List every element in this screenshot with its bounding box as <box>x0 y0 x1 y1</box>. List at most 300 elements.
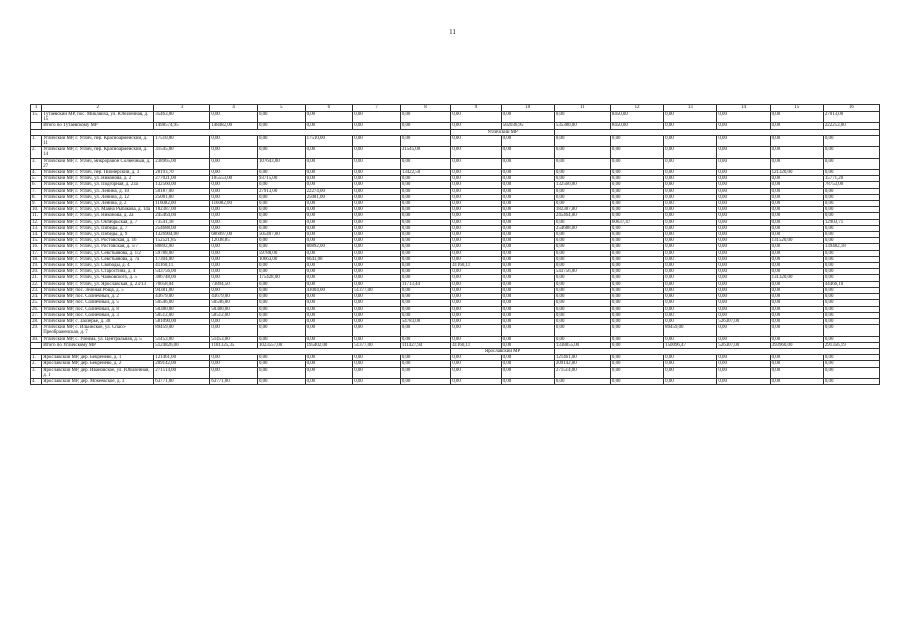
amount-cell: 0,00 <box>501 250 554 256</box>
amount-cell: 0,00 <box>554 318 610 324</box>
row-number-cell: 3. <box>31 367 42 378</box>
amount-cell: 0,00 <box>501 112 554 123</box>
amount-cell: 0,00 <box>400 367 450 378</box>
address-cell: Угличский МР, г. Углич, ул. Севстьянова, д. 7а <box>42 256 154 262</box>
amount-cell: 0,00 <box>717 213 770 219</box>
amount-cell: 8450,00 <box>610 123 663 129</box>
amount-cell: 502036,95 <box>501 123 554 129</box>
amount-cell: 0,00 <box>664 318 717 324</box>
amount-cell: 0,00 <box>451 170 501 176</box>
column-number-cell: 3 <box>154 105 210 112</box>
amount-cell: 0,00 <box>717 135 770 146</box>
amount-cell: 0,00 <box>451 355 501 361</box>
column-number-cell: 1 <box>31 105 42 112</box>
amount-cell: 0,00 <box>770 336 823 342</box>
row-number-cell: 6. <box>31 182 42 188</box>
amount-cell: 0,00 <box>210 225 258 231</box>
amount-cell: 0,00 <box>823 269 879 275</box>
amount-cell: 0,00 <box>353 112 401 123</box>
amount-cell: 0,00 <box>451 244 501 250</box>
address-cell: Угличский МР, г. Углич, ул. Маяна Рыбакова, д. 14а <box>42 207 154 213</box>
amount-cell: 526307,00 <box>717 342 770 348</box>
amount-cell: 245464,00 <box>154 213 210 219</box>
amount-cell: 17510,00 <box>305 135 353 146</box>
amount-cell: 0,00 <box>257 367 305 378</box>
amount-cell: 17304,00 <box>154 256 210 262</box>
amount-cell: 0,00 <box>664 336 717 342</box>
amount-cell: 0,00 <box>664 112 717 123</box>
amount-cell: 0,00 <box>554 300 610 306</box>
amount-cell: 0,00 <box>823 207 879 213</box>
amount-cell: 0,00 <box>770 367 823 378</box>
amount-cell: 535380,00 <box>554 123 610 129</box>
amount-cell: 0,00 <box>501 194 554 200</box>
amount-cell: 0,00 <box>664 225 717 231</box>
amount-cell: 0,00 <box>610 194 663 200</box>
amount-cell: 0,00 <box>770 312 823 318</box>
amount-cell: 0,00 <box>664 306 717 312</box>
amount-cell: 0,00 <box>717 207 770 213</box>
row-number-cell: 14. <box>31 232 42 238</box>
amount-cell: 0,00 <box>717 123 770 129</box>
amount-cell: 0,00 <box>610 312 663 318</box>
amount-cell: 8450,00 <box>610 112 663 123</box>
address-cell: Итого по Тутаевскому МР <box>42 123 154 129</box>
amount-cell: 0,00 <box>823 275 879 281</box>
amount-cell: 245464,00 <box>554 213 610 219</box>
amount-cell: 0,00 <box>664 201 717 207</box>
row-number-cell: 15. <box>31 238 42 244</box>
amount-cell: 182387,00 <box>554 207 610 213</box>
page-number: 11 <box>449 28 456 36</box>
amount-cell: 0,00 <box>664 361 717 367</box>
amount-cell: 0,00 <box>451 213 501 219</box>
address-cell: Угличский МР, г. Углич, ул. Никонова, д. 2 <box>42 176 154 182</box>
amount-cell: 0,00 <box>210 287 258 293</box>
amount-cell: 80892,00 <box>305 244 353 250</box>
amount-cell: 0,00 <box>664 287 717 293</box>
amount-cell: 43679,00 <box>154 294 210 300</box>
amount-cell: 0,00 <box>353 232 401 238</box>
amount-cell: 43004,00 <box>305 287 353 293</box>
amount-cell: 0,00 <box>554 263 610 269</box>
amount-cell: 0,00 <box>770 194 823 200</box>
amount-cell: 0,00 <box>353 176 401 182</box>
amount-cell: 0,00 <box>257 238 305 244</box>
amount-cell: 0,00 <box>770 256 823 262</box>
amount-cell: 0,00 <box>353 306 401 312</box>
amount-cell: 0,00 <box>305 355 353 361</box>
amount-cell: 0,00 <box>210 194 258 200</box>
amount-cell: 0,00 <box>501 225 554 231</box>
amount-cell: 0,00 <box>823 325 879 336</box>
row-number-cell: 16. <box>31 244 42 250</box>
amount-cell: 0,00 <box>610 201 663 207</box>
amount-cell: 0,00 <box>664 232 717 238</box>
amount-cell: 0,00 <box>554 325 610 336</box>
table-row <box>31 135 880 146</box>
row-number-cell: 1. <box>31 355 42 361</box>
amount-cell: 0,00 <box>610 287 663 293</box>
amount-cell: 0,00 <box>823 287 879 293</box>
amount-cell: 0,00 <box>717 194 770 200</box>
amount-cell: 0,00 <box>770 361 823 367</box>
amount-cell: 0,00 <box>353 123 401 129</box>
row-number-cell: 1. <box>31 135 42 146</box>
address-cell: Угличский МР, пос. Солнечный, д. 3 <box>42 312 154 318</box>
amount-cell: 0,00 <box>823 312 879 318</box>
amount-cell: 0,00 <box>353 378 401 384</box>
amount-cell: 150096,47 <box>664 342 717 348</box>
amount-cell: 0,00 <box>554 256 610 262</box>
row-number-cell: 23. <box>31 287 42 293</box>
amount-cell: 0,00 <box>501 355 554 361</box>
amount-cell: 0,00 <box>770 244 823 250</box>
amount-cell: 0,00 <box>770 300 823 306</box>
row-number-cell: 27. <box>31 312 42 318</box>
amount-cell: 0,00 <box>400 269 450 275</box>
amount-cell: 0,00 <box>770 207 823 213</box>
amount-cell: 0,00 <box>400 194 450 200</box>
amount-cell: 238965,00 <box>154 158 210 169</box>
amount-cell: 0,00 <box>353 194 401 200</box>
amount-cell: 0,00 <box>501 287 554 293</box>
amount-cell: 1338855,00 <box>554 342 610 348</box>
amount-cell: 51453,00 <box>210 336 258 342</box>
amount-cell: 0,00 <box>823 201 879 207</box>
amount-cell: 0,00 <box>554 201 610 207</box>
amount-cell: 0,00 <box>257 170 305 176</box>
row-number-cell: 5. <box>31 176 42 182</box>
amount-cell: 131520,00 <box>770 238 823 244</box>
amount-cell: 0,00 <box>451 336 501 342</box>
amount-cell: 0,00 <box>353 250 401 256</box>
amount-cell: 116082,00 <box>154 201 210 207</box>
column-number-cell: 14 <box>717 105 770 112</box>
amount-cell: 0,00 <box>400 361 450 367</box>
amount-cell: 0,00 <box>400 158 450 169</box>
amount-cell: 0,00 <box>770 219 823 225</box>
amount-cell: 0,00 <box>717 336 770 342</box>
amount-cell: 0,00 <box>770 281 823 287</box>
amount-cell: 0,00 <box>400 294 450 300</box>
amount-cell: 0,00 <box>554 158 610 169</box>
amount-cell: 0,00 <box>501 367 554 378</box>
amount-cell: 0,00 <box>770 201 823 207</box>
amount-cell: 0,00 <box>554 219 610 225</box>
amount-cell: 0,00 <box>501 219 554 225</box>
amount-cell: 0,00 <box>554 147 610 158</box>
row-number-cell: 7. <box>31 188 42 194</box>
amount-cell: 0,00 <box>610 269 663 275</box>
amount-cell: 0,00 <box>610 176 663 182</box>
table-row <box>31 378 880 384</box>
row-number-cell: 26. <box>31 306 42 312</box>
amount-cell: 0,00 <box>823 300 879 306</box>
amount-cell: 0,00 <box>400 188 450 194</box>
amount-cell: 50512,00 <box>154 312 210 318</box>
amount-cell: 80892,00 <box>154 244 210 250</box>
amount-cell: 0,00 <box>554 294 610 300</box>
amount-cell: 0,00 <box>717 188 770 194</box>
amount-cell: 0,00 <box>610 275 663 281</box>
amount-cell: 0,00 <box>770 225 823 231</box>
amount-cell: 0,00 <box>353 225 401 231</box>
amount-cell: 0,00 <box>554 135 610 146</box>
amount-cell: 93715,00 <box>257 176 305 182</box>
amount-cell: 59788,00 <box>257 250 305 256</box>
amount-cell: 0,00 <box>717 281 770 287</box>
amount-cell: 0,00 <box>610 378 663 384</box>
amount-cell: 195402,00 <box>305 342 353 348</box>
amount-cell: 0,00 <box>257 219 305 225</box>
amount-cell: 0,00 <box>400 325 450 336</box>
amount-cell: 0,00 <box>257 213 305 219</box>
amount-cell: 94381,00 <box>154 287 210 293</box>
amount-cell: 0,00 <box>353 275 401 281</box>
amount-cell: 0,00 <box>501 170 554 176</box>
amount-cell: 0,00 <box>717 201 770 207</box>
amount-cell: 0,00 <box>501 312 554 318</box>
amount-cell: 0,00 <box>664 219 717 225</box>
amount-cell: 0,00 <box>664 275 717 281</box>
amount-cell: 0,00 <box>823 135 879 146</box>
amount-cell: 0,00 <box>501 294 554 300</box>
amount-cell: 0,00 <box>823 355 879 361</box>
amount-cell: 0,00 <box>305 112 353 123</box>
amount-cell: 0,00 <box>770 213 823 219</box>
amount-cell: 15771,20 <box>823 176 879 182</box>
amount-cell: 0,00 <box>305 378 353 384</box>
amount-cell: 0,00 <box>257 135 305 146</box>
amount-cell: 0,00 <box>305 207 353 213</box>
row-number-cell: 9. <box>31 201 42 207</box>
amount-cell: 0,00 <box>305 367 353 378</box>
amount-cell: 0,00 <box>823 188 879 194</box>
amount-cell: 121461,00 <box>154 355 210 361</box>
amount-cell: 0,00 <box>823 225 879 231</box>
amount-cell: 0,00 <box>610 325 663 336</box>
amount-cell: 0,00 <box>554 194 610 200</box>
amount-cell: 0,00 <box>353 238 401 244</box>
amount-cell: 0,00 <box>353 318 401 324</box>
amount-cell: 1326904,00 <box>154 232 210 238</box>
amount-cell: 0,00 <box>353 188 401 194</box>
amount-cell: 0,00 <box>664 300 717 306</box>
amount-cell: 0,00 <box>610 306 663 312</box>
amount-cell: 0,00 <box>664 263 717 269</box>
amount-cell: 0,00 <box>501 244 554 250</box>
amount-cell: 0,00 <box>353 269 401 275</box>
address-cell: Угличский МР, г. Углич, ул. Севстьянова, д. 1/2 <box>42 250 154 256</box>
amount-cell: 0,00 <box>210 213 258 219</box>
amount-cell: 0,00 <box>664 213 717 219</box>
amount-cell: 0,00 <box>353 201 401 207</box>
row-number-cell: 10. <box>31 207 42 213</box>
amount-cell: 0,00 <box>501 325 554 336</box>
amount-cell: 0,00 <box>823 306 879 312</box>
address-cell: Угличский МР, пос. Солнечный, д. 8 <box>42 306 154 312</box>
amount-cell: 0,00 <box>400 201 450 207</box>
column-number-cell: 8 <box>400 105 450 112</box>
amount-cell: 0,00 <box>257 263 305 269</box>
amount-cell: 0,00 <box>257 244 305 250</box>
amount-cell: 0,00 <box>717 170 770 176</box>
amount-cell: 0,00 <box>610 300 663 306</box>
amount-cell: 0,00 <box>717 256 770 262</box>
amount-cell: 0,00 <box>610 263 663 269</box>
amount-cell: 0,00 <box>664 367 717 378</box>
amount-cell: 0,00 <box>554 250 610 256</box>
amount-cell: 0,00 <box>451 219 501 225</box>
column-number-cell: 4 <box>210 105 258 112</box>
amount-cell: 132560,00 <box>554 182 610 188</box>
amount-cell: 89459,00 <box>664 325 717 336</box>
amount-cell: 0,00 <box>305 201 353 207</box>
amount-cell: 0,00 <box>210 355 258 361</box>
amount-cell: 0,00 <box>717 244 770 250</box>
amount-cell: 0,00 <box>717 306 770 312</box>
amount-cell: 291356,19 <box>823 342 879 348</box>
amount-cell: 0,00 <box>554 378 610 384</box>
amount-cell: 0,00 <box>717 275 770 281</box>
amount-cell: 51377,00 <box>353 287 401 293</box>
amount-cell: 0,00 <box>717 225 770 231</box>
amount-cell: 0,00 <box>664 312 717 318</box>
amount-cell: 543756,00 <box>554 269 610 275</box>
row-number-cell: 24. <box>31 294 42 300</box>
amount-cell: 11713,44 <box>400 281 450 287</box>
amount-cell: 0,00 <box>210 207 258 213</box>
address-cell: Угличский МР, г. Углич, ул. Ленина, д. 10 <box>42 188 154 194</box>
amount-cell: 41160,11 <box>451 263 501 269</box>
amount-cell: 50546,00 <box>210 300 258 306</box>
amount-cell: 152521,85 <box>154 238 210 244</box>
amount-cell: 209142,00 <box>554 361 610 367</box>
amount-cell: 0,00 <box>257 336 305 342</box>
amount-cell: 0,00 <box>770 306 823 312</box>
amount-cell: 0,00 <box>770 188 823 194</box>
amount-cell: 0,00 <box>770 325 823 336</box>
amount-cell: 0,00 <box>353 263 401 269</box>
amount-cell: 0,00 <box>770 123 823 129</box>
amount-cell: 1181325,35 <box>210 342 258 348</box>
budget-table <box>30 104 880 385</box>
amount-cell: 0,00 <box>664 355 717 361</box>
amount-cell: 60637,47 <box>610 219 663 225</box>
amount-cell: 0,00 <box>501 158 554 169</box>
address-cell: Угличский МР, г. Углич, ул. Ленина, д. 12 <box>42 194 154 200</box>
amount-cell: 0,00 <box>305 225 353 231</box>
amount-cell: 0,00 <box>770 147 823 158</box>
amount-cell: 121461,00 <box>554 355 610 361</box>
column-number-cell: 6 <box>305 105 353 112</box>
amount-cell: 0,00 <box>305 318 353 324</box>
amount-cell: 505407,00 <box>257 232 305 238</box>
amount-cell: 0,00 <box>257 378 305 384</box>
amount-cell: 0,00 <box>717 300 770 306</box>
amount-cell: 131320,00 <box>770 275 823 281</box>
amount-cell: 107643,00 <box>257 158 305 169</box>
amount-cell: 0,00 <box>305 275 353 281</box>
amount-cell: 0,00 <box>305 232 353 238</box>
address-cell: Угличский МР, г. Углич, ул. Никонова, д. 2а <box>42 213 154 219</box>
amount-cell: 28193,70 <box>154 170 210 176</box>
amount-cell: 175428,00 <box>257 275 305 281</box>
amount-cell: 0,00 <box>501 281 554 287</box>
row-number-cell: 2. <box>31 361 42 367</box>
amount-cell: 25081,00 <box>154 194 210 200</box>
amount-cell: 0,00 <box>353 135 401 146</box>
address-cell: Угличский МР, с. Улейма, ул. Центральная, д. 5 <box>42 336 154 342</box>
amount-cell: 0,00 <box>717 367 770 378</box>
amount-cell: 0,00 <box>664 123 717 129</box>
amount-cell: 0,00 <box>451 225 501 231</box>
amount-cell: 0,00 <box>305 294 353 300</box>
amount-cell: 41160,11 <box>154 263 210 269</box>
amount-cell: 0,00 <box>451 367 501 378</box>
amount-cell: 0,00 <box>664 207 717 213</box>
amount-cell: 0,00 <box>257 281 305 287</box>
amount-cell: 0,00 <box>823 147 879 158</box>
amount-cell: 0,00 <box>257 194 305 200</box>
amount-cell: 0,00 <box>664 238 717 244</box>
amount-cell: 0,00 <box>823 238 879 244</box>
amount-cell: 0,00 <box>353 312 401 318</box>
amount-cell: 0,00 <box>664 194 717 200</box>
amount-cell: 0,00 <box>400 306 450 312</box>
address-cell: Угличский МР, с. Заозерье, д. 38 <box>42 318 154 324</box>
amount-cell: 0,00 <box>664 188 717 194</box>
amount-cell: 0,00 <box>770 287 823 293</box>
amount-cell: 0,00 <box>257 123 305 129</box>
address-cell: Угличский МР, г. Углич, ул. Победы, д. 7 <box>42 225 154 231</box>
amount-cell: 50380,00 <box>210 306 258 312</box>
table-row <box>31 147 880 158</box>
amount-cell: 0,00 <box>353 325 401 336</box>
amount-cell: 0,00 <box>554 244 610 250</box>
amount-cell: 0,00 <box>610 250 663 256</box>
amount-cell: 0,00 <box>451 232 501 238</box>
amount-cell: 0,00 <box>501 300 554 306</box>
amount-cell: 50512,00 <box>210 312 258 318</box>
amount-cell: 0,00 <box>451 201 501 207</box>
amount-cell: 0,00 <box>717 238 770 244</box>
amount-cell: 0,00 <box>554 188 610 194</box>
amount-cell: 132560,00 <box>154 182 210 188</box>
amount-cell: 50187,00 <box>154 188 210 194</box>
address-cell: Угличский МР, пос. Солнечный, д. 5 <box>42 300 154 306</box>
amount-cell: 31545,00 <box>154 147 210 158</box>
row-number-cell: 19. <box>31 263 42 269</box>
amount-cell: 0,00 <box>451 238 501 244</box>
amount-cell: 0,00 <box>210 367 258 378</box>
amount-cell: 1023557,00 <box>257 342 305 348</box>
amount-cell: 0,00 <box>210 250 258 256</box>
amount-cell: 0,00 <box>823 263 879 269</box>
amount-cell: 0,00 <box>400 244 450 250</box>
amount-cell: 0,00 <box>400 238 450 244</box>
amount-cell: 0,00 <box>257 112 305 123</box>
amount-cell: 54783,00 <box>400 318 450 324</box>
amount-cell: 0,00 <box>501 275 554 281</box>
amount-cell: 0,00 <box>823 213 879 219</box>
amount-cell: 0,00 <box>305 312 353 318</box>
amount-cell: 0,00 <box>554 112 610 123</box>
section-title: Угличский МР <box>451 129 555 135</box>
amount-cell: 0,00 <box>610 225 663 231</box>
amount-cell: 0,00 <box>353 244 401 250</box>
